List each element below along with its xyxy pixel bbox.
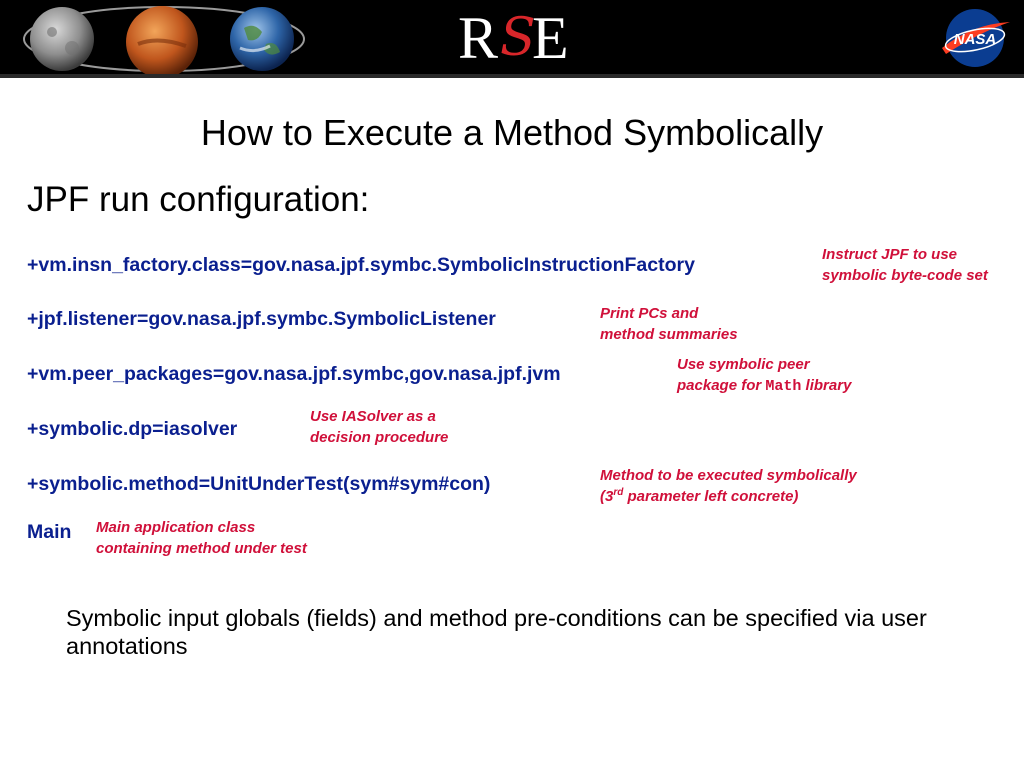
- moon-icon: [30, 7, 94, 71]
- header-banner: [0, 0, 1024, 78]
- section-heading: JPF run configuration:: [27, 180, 370, 219]
- note-line: Use IASolver as a: [310, 408, 436, 425]
- config-line-dp: +symbolic.dp=iasolver: [27, 418, 238, 440]
- note-insn-factory: [822, 244, 988, 286]
- note-method: [600, 465, 857, 507]
- note-code: Math: [765, 378, 802, 395]
- note-text: library: [801, 377, 852, 394]
- config-line-main: Main: [27, 521, 72, 543]
- mars-icon: [126, 6, 198, 74]
- note-line: [600, 486, 857, 507]
- note-text: (3: [600, 488, 614, 505]
- note-listener: [600, 303, 738, 345]
- planets-graphic: [22, 4, 307, 74]
- config-line-listener: +jpf.listener=gov.nasa.jpf.symbc.SymbolicListener: [27, 308, 496, 330]
- note-line: Print PCs and: [600, 305, 699, 322]
- note-line: decision procedure: [310, 429, 449, 446]
- note-peer-packages: [677, 354, 851, 397]
- note-line: method summaries: [600, 326, 738, 343]
- note-dp: [310, 406, 448, 448]
- config-line-insn-factory: +vm.insn_factory.class=gov.nasa.jpf.symbc.SymbolicInstructionFactory: [27, 254, 695, 276]
- note-line: symbolic byte-code set: [822, 267, 988, 284]
- note-text: package for: [677, 377, 766, 394]
- note-line: containing method under test: [96, 540, 307, 557]
- slide-title: How to Execute a Method Symbolically: [200, 112, 824, 153]
- note-text: parameter left concrete): [623, 488, 799, 505]
- note-line: [677, 375, 851, 397]
- note-line: Method to be executed symbolically: [600, 467, 857, 484]
- config-line-peer-packages: +vm.peer_packages=gov.nasa.jpf.symbc,gov.nasa.jpf.jvm: [27, 363, 561, 385]
- config-line-method: +symbolic.method=UnitUnderTest(sym#sym#con): [27, 473, 491, 495]
- nasa-logo-icon: [936, 6, 1014, 70]
- note-line: Instruct JPF to use: [822, 246, 958, 263]
- nasa-logo-text: NASA: [953, 31, 997, 48]
- note-superscript: rd: [613, 487, 624, 498]
- note-main: [96, 517, 307, 559]
- bullet-text: Symbolic input globals (fields) and method pre-conditions can be specified via user annotations: [66, 605, 927, 659]
- rse-logo: R S E: [458, 5, 569, 71]
- earth-icon: [230, 7, 294, 71]
- note-line: Use symbolic peer: [677, 356, 810, 373]
- note-line: Main application class: [96, 519, 256, 536]
- banner-rule: [0, 74, 1024, 78]
